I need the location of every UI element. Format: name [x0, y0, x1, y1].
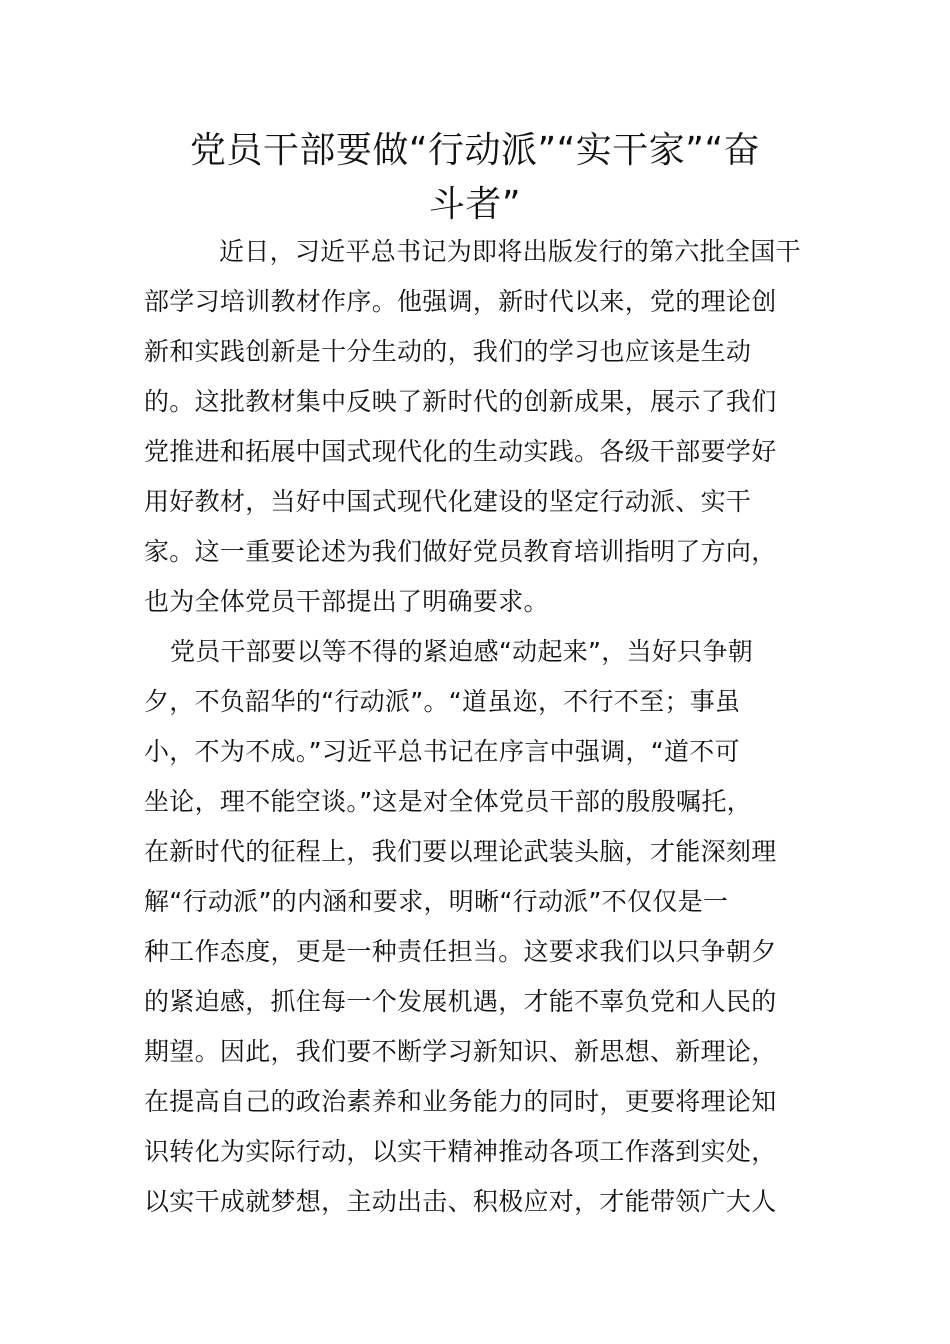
title-line-2: 斗者” [428, 184, 522, 225]
paragraph-line: 的紧迫感，抓住每一个发展机遇，才能不辜负党和人民的 [144, 987, 777, 1016]
title-line-1: 党员干部要做“行动派”“实干家”“奋 [189, 130, 761, 171]
paragraph-line: 用好教材，当好中国式现代化建设的坚定行动派、实干 [144, 487, 752, 516]
paragraph-line: 新和实践创新是十分生动的，我们的学习也应该是生动 [144, 337, 752, 366]
paragraph-line: 识转化为实际行动，以实干精神推动各项工作落到实处， [144, 1137, 777, 1166]
paragraph-line: 期望。因此，我们要不断学习新知识、新思想、新理论， [144, 1037, 777, 1066]
paragraph-line: 部学习培训教材作序。他强调，新时代以来，党的理论创 [144, 287, 777, 316]
paragraph-line: 近日，习近平总书记为即将出版发行的第六批全国干 [219, 237, 801, 266]
document-body [144, 227, 814, 1227]
paragraph-line: 以实干成就梦想，主动出击、积极应对，才能带领广大人 [144, 1187, 777, 1216]
paragraph-line: 党员干部要以等不得的紧迫感“动起来”，当好只争朝 [170, 637, 754, 666]
paragraph-line: 党推进和拓展中国式现代化的生动实践。各级干部要学好 [144, 437, 777, 466]
paragraph-line: 也为全体党员干部提出了明确要求。 [144, 587, 549, 616]
paragraph-1 [144, 227, 814, 627]
paragraph-line: 解“行动派”的内涵和要求，明晰“行动派”不仅仅是一 [144, 887, 729, 916]
document-title [150, 124, 800, 232]
paragraph-line: 家。这一重要论述为我们做好党员教育培训指明了方向， [144, 537, 777, 566]
paragraph-line: 种工作态度，更是一种责任担当。这要求我们以只争朝夕 [144, 937, 777, 966]
paragraph-line: 小，不为不成。”习近平总书记在序言中强调，“道不可 [144, 737, 740, 766]
paragraph-line: 坐论，理不能空谈。”这是对全体党员干部的殷殷嘱托， [144, 787, 752, 816]
paragraph-line: 夕，不负韶华的“行动派”。“道虽迩，不行不至；事虽 [144, 687, 741, 716]
paragraph-line: 在提高自己的政治素养和业务能力的同时，更要将理论知 [144, 1087, 777, 1116]
paragraph-line: 的。这批教材集中反映了新时代的创新成果，展示了我们 [144, 387, 777, 416]
paragraph-2 [144, 627, 814, 1227]
paragraph-line: 在新时代的征程上，我们要以理论武装头脑，才能深刻理 [144, 837, 777, 866]
